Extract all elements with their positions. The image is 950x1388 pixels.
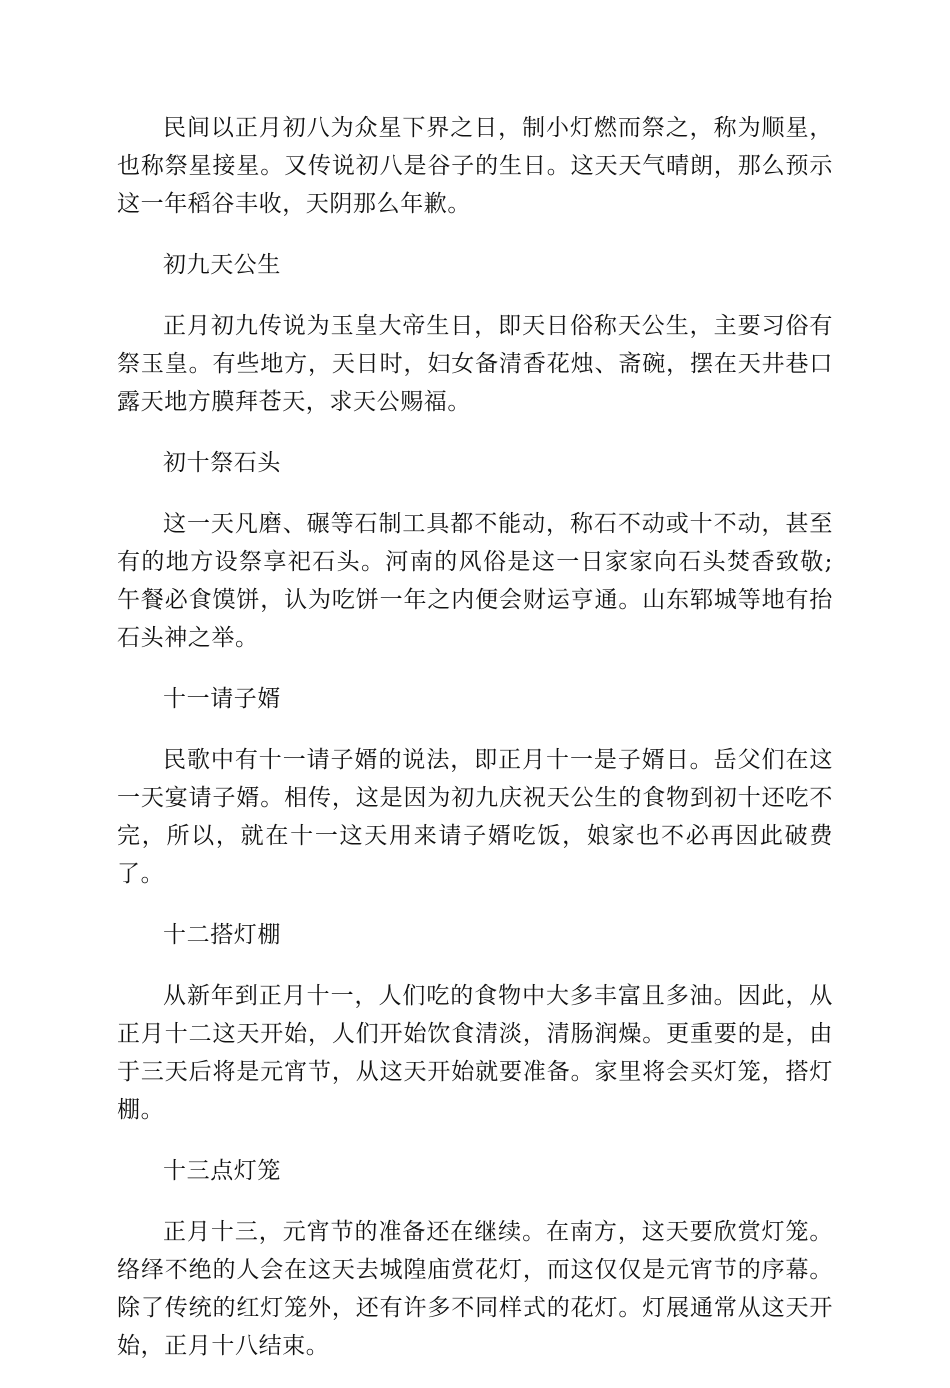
paragraph-shiyi: 民歌中有十一请子婿的说法，即正月十一是子婿日。岳父们在这一天宴请子婿。相传，这是因为初九庆祝天公生的食物到初十还吃不完，所以，就在十一这天用来请子婿吃饭，娘家也不必再因此破费了。 [117, 747, 833, 887]
paragraph-chuba: 民间以正月初八为众星下界之日，制小灯燃而祭之，称为顺星，也称祭星接星。又传说初八是谷子的生日。这天天气晴朗，那么预示这一年稻谷丰收，天阴那么年歉。 [117, 115, 833, 217]
heading-shisan: 十三点灯笼 [163, 1158, 281, 1184]
paragraph-shier: 从新年到正月十一，人们吃的食物中大多丰富且多油。因此，从正月十二这天开始，人们开始饮食清淡，清肠润燥。更重要的是，由于三天后将是元宵节，从这天开始就要准备。家里将会买灯笼，搭灯棚。 [117, 983, 833, 1123]
paragraph-chushi: 这一天凡磨、碾等石制工具都不能动，称石不动或十不动，甚至有的地方设祭享祀石头。河南的风俗是这一日家家向石头焚香致敬;午餐必食馍饼，认为吃饼一年之内便会财运亨通。山东郓城等地有抬石头神之举。 [117, 511, 833, 651]
document-body [117, 109, 833, 1388]
paragraph-chujiu: 正月初九传说为玉皇大帝生日，即天日俗称天公生，主要习俗有祭玉皇。有些地方，天日时，妇女备清香花烛、斋碗，摆在天井巷口露天地方膜拜苍天，求天公赐福。 [117, 313, 833, 415]
paragraph-shisan: 正月十三，元宵节的准备还在继续。在南方，这天要欣赏灯笼。络绎不绝的人会在这天去城隍庙赏花灯，而这仅仅是元宵节的序幕。除了传统的红灯笼外，还有许多不同样式的花灯。灯展通常从这天开始，正月十八结束。 [117, 1219, 833, 1359]
heading-shier: 十二搭灯棚 [163, 922, 281, 948]
heading-chushi: 初十祭石头 [163, 450, 281, 476]
heading-shiyi: 十一请子婿 [163, 686, 281, 712]
heading-chujiu: 初九天公生 [163, 252, 281, 278]
